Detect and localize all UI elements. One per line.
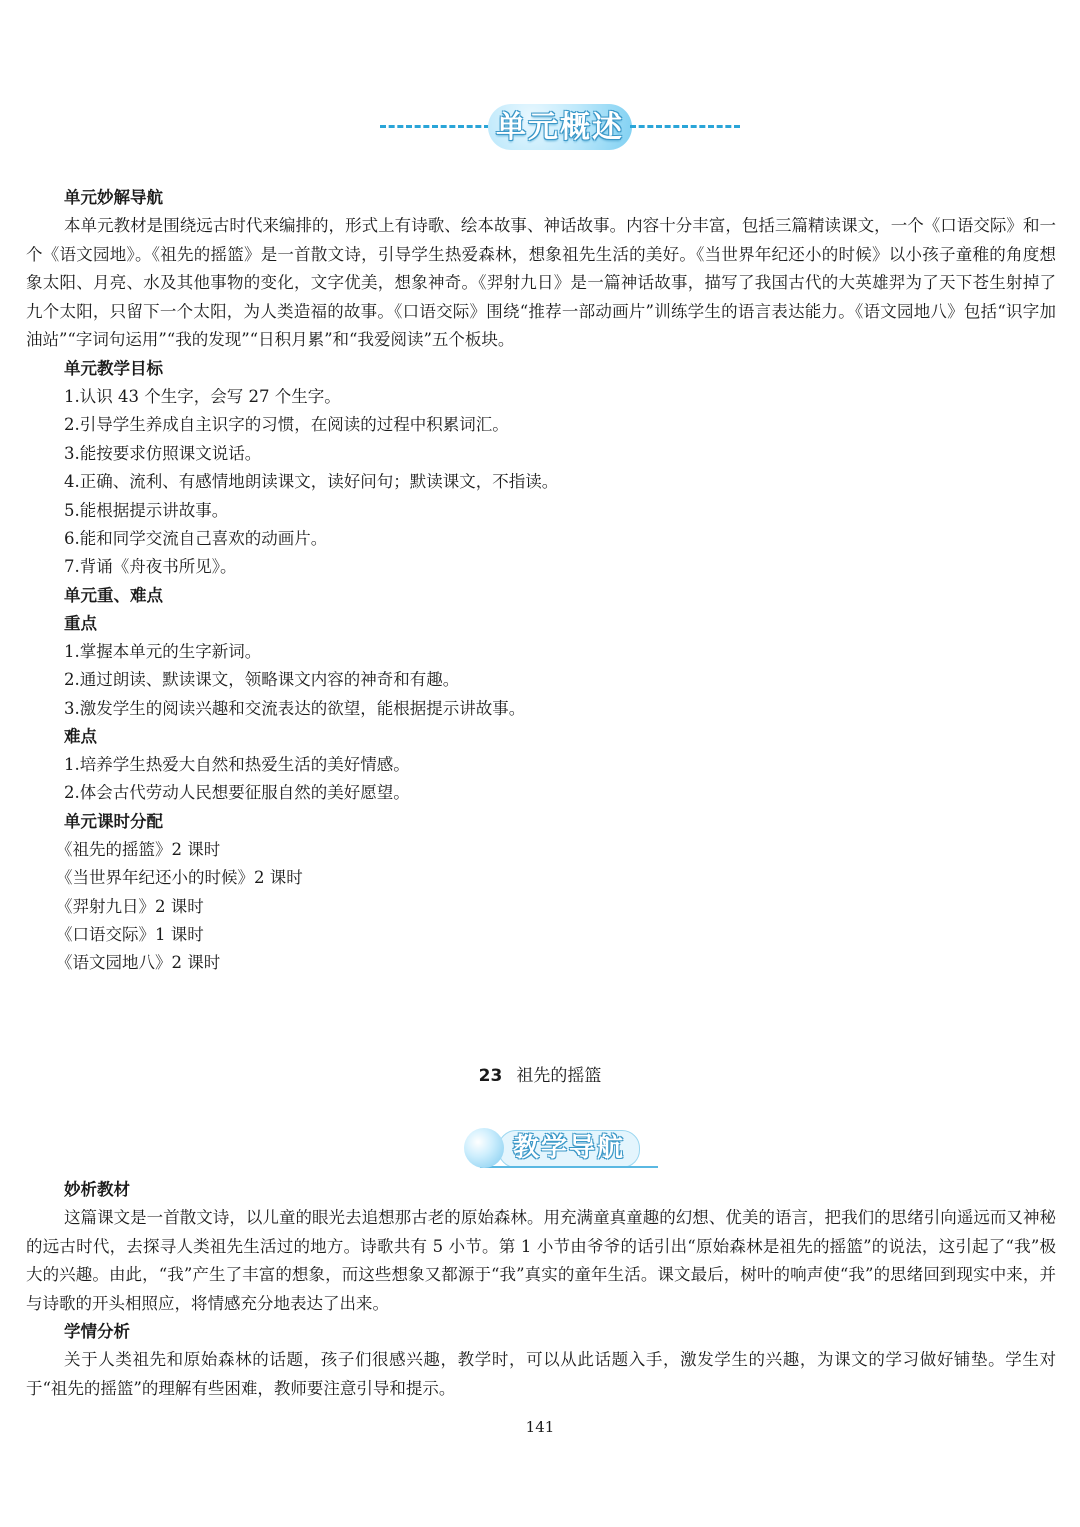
list-item: 《羿射九日》2 课时 — [56, 896, 204, 916]
list-item: 7.背诵《舟夜书所见》。 — [64, 557, 237, 577]
banner-title: 单元概述 — [496, 110, 624, 145]
list-item: 3.激发学生的阅读兴趣和交流表达的欲望，能根据提示讲故事。 — [64, 698, 526, 718]
list-item: 1.培养学生热爱大自然和热爱生活的美好情感。 — [64, 755, 410, 775]
list-item: 1.掌握本单元的生字新词。 — [64, 641, 262, 661]
section-heading: 单元妙解导航 — [64, 188, 163, 207]
unit-overview-banner — [380, 100, 740, 154]
lesson-number: 23 — [478, 1066, 503, 1086]
list-item: 2.体会古代劳动人民想要征服自然的美好愿望。 — [64, 783, 410, 803]
list-item: 1.认识 43 个生字，会写 27 个生字。 — [64, 386, 341, 406]
list-item: 《语文园地八》2 课时 — [56, 953, 221, 973]
list-item: 《当世界年纪还小的时候》2 课时 — [56, 868, 303, 888]
list-item: 5.能根据提示讲故事。 — [64, 500, 229, 520]
paragraph: 这篇课文是一首散文诗，以儿童的眼光去追想那古老的原始森林。用充满童真童趣的幻想、优美的语言，把我们的思绪引向遥远而又神秘的远古时代，去探寻人类祖先生活过的地方。诗歌共有 5 小节。第 1 小节由爷爷的话引出“原始森林是祖先的摇篮”的说法，这引起了“我”极大的兴趣。由此，“我”产生了丰富的想象，而这些想象又都源于“我”真实的童年生活。课文最后，树叶的响声使“我”的思绪回到现实中来，并与诗歌的开头相照应，将情感充分地表达了出来。 — [26, 1208, 1056, 1313]
banner-underline — [480, 1166, 658, 1168]
section-heading: 单元课时分配 — [64, 811, 163, 831]
section-heading: 学情分析 — [64, 1322, 130, 1342]
teaching-guide-section — [26, 1176, 1056, 1404]
banner-title: 教学导航 — [512, 1133, 625, 1163]
list-item: 《祖先的摇篮》2 课时 — [56, 839, 221, 859]
unit-overview-section — [26, 184, 1056, 978]
sub-heading: 难点 — [64, 727, 97, 747]
paragraph: 本单元教材是围绕远古时代来编排的，形式上有诗歌、绘本故事、神话故事。内容十分丰富，包括三篇精读课文，一个《口语交际》和一个《语文园地》。《祖先的摇篮》是一首散文诗，引导学生热爱森林，想象祖先生活的美好。《当世界年纪还小的时候》以小孩子童稚的角度想象太阳、月亮、水及其他事物的变化，文字优美，想象神奇。《羿射九日》是一篇神话故事，描写了我国古代的大英雄羿为了天下苍生射掉了九个太阳，只留下一个太阳，为人类造福的故事。《口语交际》围绕“推荐一部动画片”训练学生的语言表达能力。《语文园地八》包括“识字加油站”“字词句运用”“我的发现”“日积月累”和“我爱阅读”五个板块。 — [26, 216, 1056, 350]
teaching-guide-banner — [458, 1124, 658, 1176]
bubble-icon — [464, 1128, 504, 1168]
page-number: 141 — [525, 1418, 555, 1436]
paragraph: 关于人类祖先和原始森林的话题，孩子们很感兴趣，教学时，可以从此话题入手，激发学生的兴趣，为课文的学习做好铺垫。学生对于“祖先的摇篮”的理解有些困难，教师要注意引导和提示。 — [26, 1350, 1056, 1398]
list-item: 6.能和同学交流自己喜欢的动画片。 — [64, 529, 328, 548]
list-item: 3.能按要求仿照课文说话。 — [64, 443, 262, 463]
sub-heading: 重点 — [64, 613, 97, 633]
banner-dashes-right — [630, 125, 740, 132]
list-item: 《口语交际》1 课时 — [56, 925, 204, 945]
list-item: 2.引导学生养成自主识字的习惯，在阅读的过程中积累词汇。 — [64, 415, 509, 435]
section-heading: 妙析教材 — [64, 1180, 130, 1199]
section-heading: 单元重、难点 — [64, 585, 163, 605]
lesson-title — [0, 1064, 1080, 1088]
section-heading: 单元教学目标 — [64, 358, 163, 378]
list-item: 4.正确、流利、有感情地朗读课文，读好问句；默读课文，不指读。 — [64, 472, 559, 492]
lesson-name: 祖先的摇篮 — [516, 1066, 602, 1086]
list-item: 2.通过朗读、默读课文，领略课文内容的神奇和有趣。 — [64, 670, 460, 690]
banner-dashes-left — [380, 125, 490, 132]
